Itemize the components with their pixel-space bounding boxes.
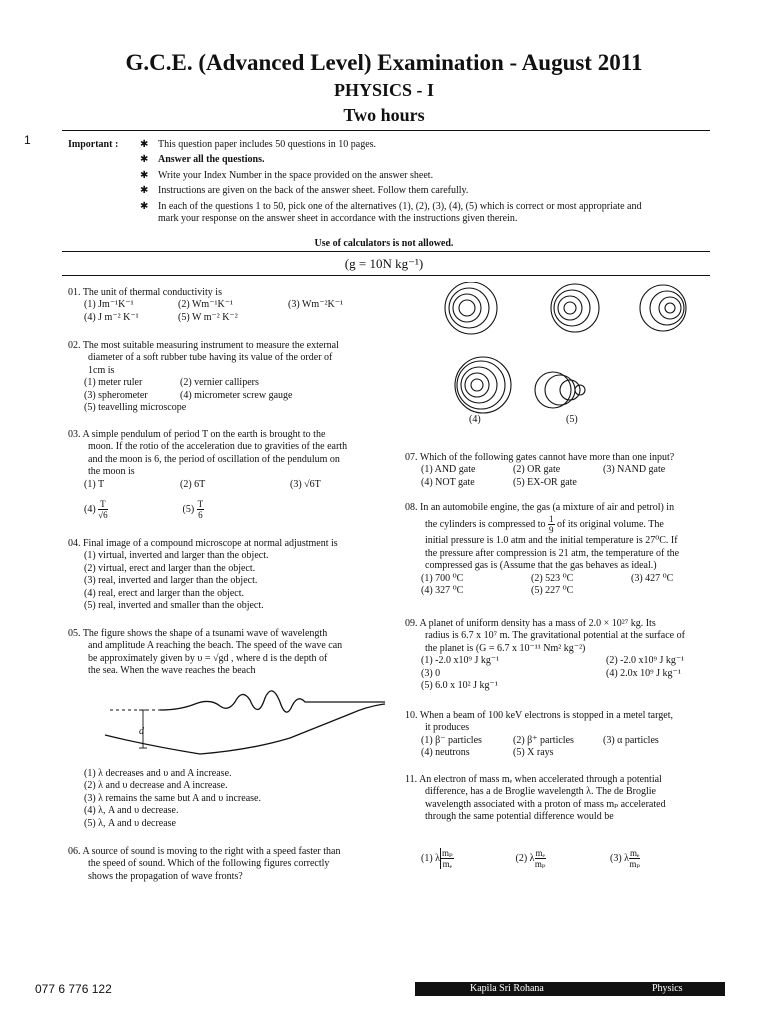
- important-item: ✱ Write your Index Number in the space provided on the answer sheet.: [140, 169, 434, 181]
- important-item: ✱ This question paper includes 50 questions in 10 pages.: [140, 139, 377, 150]
- important-label: Important :: [68, 139, 119, 150]
- question-05: 05. The figure shows the shape of a tsunami wave of wavelength and amplitude A reaching the beach. The speed of the wave can be approximately given by υ = √gd , where d is the depth of the sea. When the wave reaches the beach: [68, 628, 343, 677]
- figure-5-label: (5): [566, 414, 578, 425]
- header-rule: [62, 130, 710, 131]
- g-value: (g = 10N kg⁻¹): [344, 256, 424, 271]
- question-05-options: (1) λ decreases and υ and A increase. (2) λ and υ decrease and A increase. (3) λ remains the same but A and υ increase. (4) λ, A and υ decrease. (5) λ, A and υ decrease: [84, 768, 261, 829]
- calculator-note: Use of calculators is not allowed.: [314, 238, 454, 249]
- question-06: 06. A source of sound is moving to the right with a speed faster than the speed of sound. Which of the following figures correctly shows the propagation of wave fronts?: [68, 846, 341, 882]
- question-11-options: (1) λ $\frac{\text{mₚ}}{\text{mₑ}}$ (2) λ $\frac{\text{mₑ}}{\text{mₚ}}$ (3) λ $\frac{\text{mₑ}}{\text{mₚ}}$: [421, 848, 640, 869]
- wavefront-figures: [425, 282, 725, 422]
- depth-label: d: [139, 726, 144, 737]
- important-item: ✱ Instructions are given on the back of the answer sheet. Follow them carefully.: [140, 185, 469, 197]
- tsunami-wave-figure: [100, 680, 390, 770]
- exam-title: G.C.E. (Advanced Level) Examination - August 2011: [125, 50, 643, 75]
- important-item: ✱ In each of the questions 1 to 50, pick one of the alternatives (1), (2), (3), (4), (5) which is correct or most appropriate and: [140, 200, 642, 212]
- question-07: 07. Which of the following gates cannot have more than one input? (1) AND gate (2) OR gate (3) NAND gate (4) NOT gate (5) EX-OR gate: [405, 452, 675, 488]
- g-rule-top: [62, 251, 710, 252]
- g-rule-bottom: [62, 275, 710, 276]
- subject-title: PHYSICS - I: [333, 80, 435, 100]
- footer-subject: Physics: [652, 983, 683, 994]
- question-01: 01. The unit of thermal conductivity is (1) Jm⁻¹K⁻¹ (2) Wm⁻¹K⁻¹ (3) Wm⁻²K⁻¹ (4) J m⁻² K⁻¹ (5) W m⁻² K⁻²: [68, 287, 343, 323]
- important-list: [140, 139, 720, 225]
- question-02: 02. The most suitable measuring instrument to measure the external diameter of a soft rubber tube having its value of the order of 1cm is (1) meter ruler (2) vernier callipers (3) spherometer (4) micrometer screw gauge (5) teavelling microscope: [68, 340, 339, 414]
- duration: Two hours: [343, 105, 425, 125]
- question-03: 03. A simple pendulum of period T on the earth is brought to the moon. If the rotio of the acceleration due to gravities of the earth and the moon is 6, the period of oscillation of the pendulum on the moon is (1) T (2) 6T (3) √6T (4) $\frac{T}{√6}$ (5) $\frac{T}{6}$: [68, 429, 348, 521]
- question-09: 09. A planet of uniform density has a mass of 2.0 × 10²⁷ kg. Its radius is 6.7 x 10⁷ m. The gravitational potential at the surface of the planet is (G = 6.7 x 10⁻¹¹ Nm² kg⁻²) (1) -2.0 x10⁹ J kg⁻¹ (2) -2.0 x10⁹ J kg⁻¹ (3) 0 (4) 2.0x 10⁹ J kg⁻¹ (5) 6.0 x 10² J kg⁻¹: [405, 618, 685, 692]
- important-item: ✱ Answer all the questions.: [140, 154, 265, 166]
- question-11: 11. An electron of mass mₑ when accelerated through a potential difference, has a de Broglie wavelength λ. The de Broglie wavelength associated with a proton of mass mₚ accelerated through the same potential difference would be: [405, 774, 666, 823]
- figure-4-label: (4): [469, 414, 481, 425]
- footer-author: Kapila Sri Rohana: [470, 983, 544, 994]
- important-item: mark your response on the answer sheet in accordance with the instructions given therein.: [158, 213, 518, 225]
- page-number: 1: [24, 133, 31, 147]
- question-10: 10. When a beam of 100 keV electrons is stopped in a metel target, it produces (1) β⁻ particles (2) β⁺ particles (3) α particles (4) neutrons (5) X rays: [405, 710, 673, 759]
- footer-phone: 077 6 776 122: [35, 982, 112, 996]
- question-08: 08. In an automobile engine, the gas (a mixture of air and petrol) in the cylinders is compressed to $\frac{1}{9}$ of its original volume. The initial pressure is 1.0 atm and the initial temperature is 27⁰C. If the pressure after compression is 21 atm, the temperature of the compressed gas is (Assume that the gas behaves as ideal.) (1) 700 ⁰C (2) 523 ⁰C (3) 427 ⁰C (4) 327 ⁰C (5) 227 ⁰C: [405, 502, 680, 597]
- question-04: 04. Final image of a compound microscope at normal adjustment is (1) virtual, inverted and larger than the object. (2) virtual, erect and larger than the object. (3) real, inverted and larger than the object. (4) real, erect and larger than the object. (5) real, inverted and smaller than the object.: [68, 538, 338, 612]
